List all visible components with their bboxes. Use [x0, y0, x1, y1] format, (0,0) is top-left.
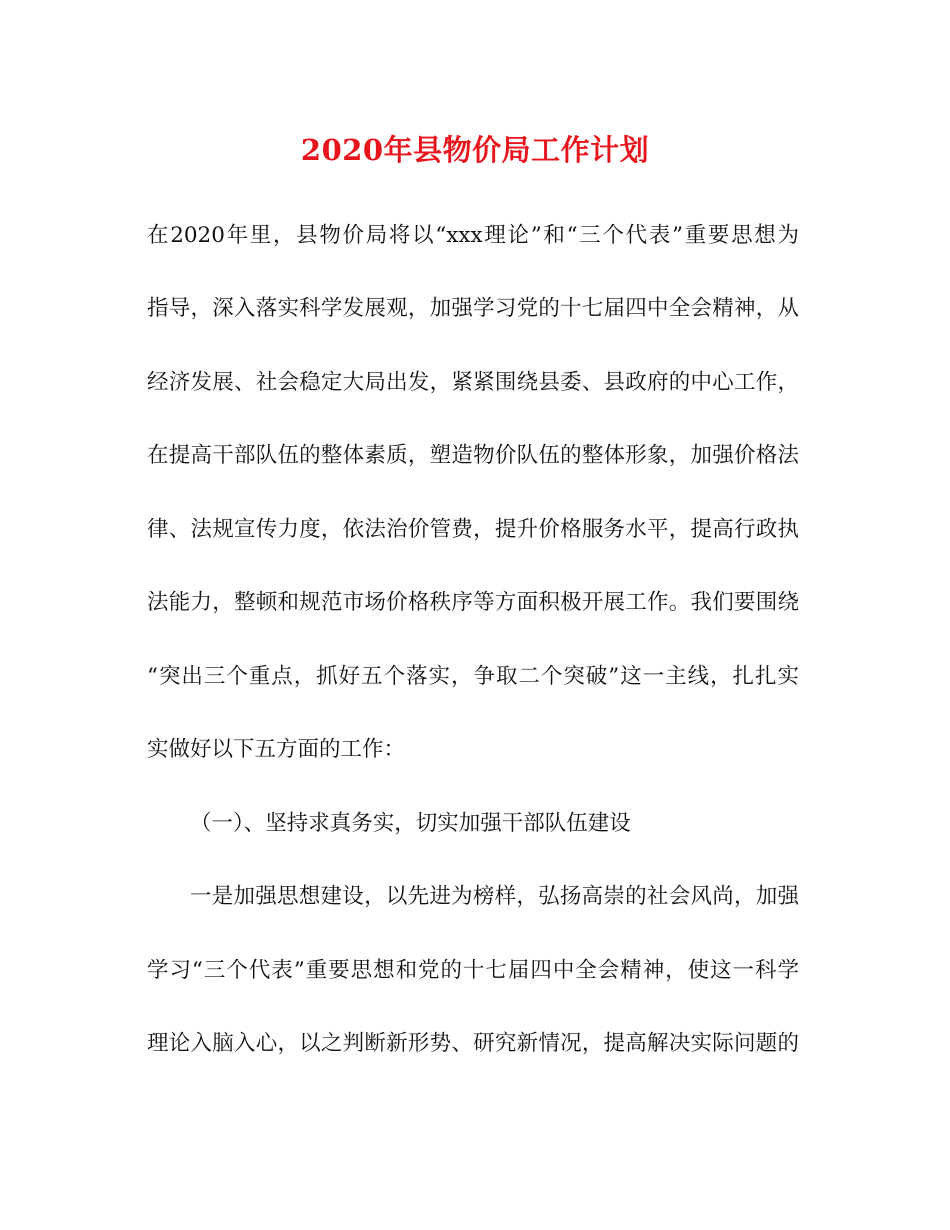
- paragraph-line: 经济发展、社会稳定大局出发，紧紧围绕县委、县政府的中心工作，: [147, 370, 799, 395]
- paragraph-line: “突出三个重点，抓好五个落实，争取二个突破”这一主线，扎扎实: [147, 664, 799, 689]
- paragraph-line: 学习“三个代表”重要思想和党的十七届四中全会精神，使这一科学: [147, 958, 799, 983]
- paragraph-line: 在提高干部队伍的整体素质，塑造物价队伍的整体形象，加强价格法: [147, 443, 799, 468]
- paragraph-line: 实做好以下五方面的工作：: [147, 737, 406, 762]
- paragraph-line: 在2020年里，县物价局将以“xxx理论”和“三个代表”重要思想为: [147, 223, 799, 248]
- paragraph-line: 法能力，整顿和规范市场价格秩序等方面积极开展工作。我们要围绕: [147, 590, 799, 615]
- document-title: 2020年县物价局工作计划: [300, 133, 650, 167]
- paragraph-line: 指导，深入落实科学发展观，加强学习党的十七届四中全会精神，从: [147, 296, 799, 321]
- paragraph-line: 理论入脑入心，以之判断新形势、研究新情况，提高解决实际问题的: [147, 1031, 799, 1056]
- section-heading: （一）、坚持求真务实，切实加强干部队伍建设: [190, 811, 631, 836]
- paragraph-line: 一是加强思想建设，以先进为榜样，弘扬高崇的社会风尚，加强: [190, 884, 799, 909]
- paragraph-line: 律、法规宣传力度，依法治价管费，提升价格服务水平，提高行政执: [147, 517, 799, 542]
